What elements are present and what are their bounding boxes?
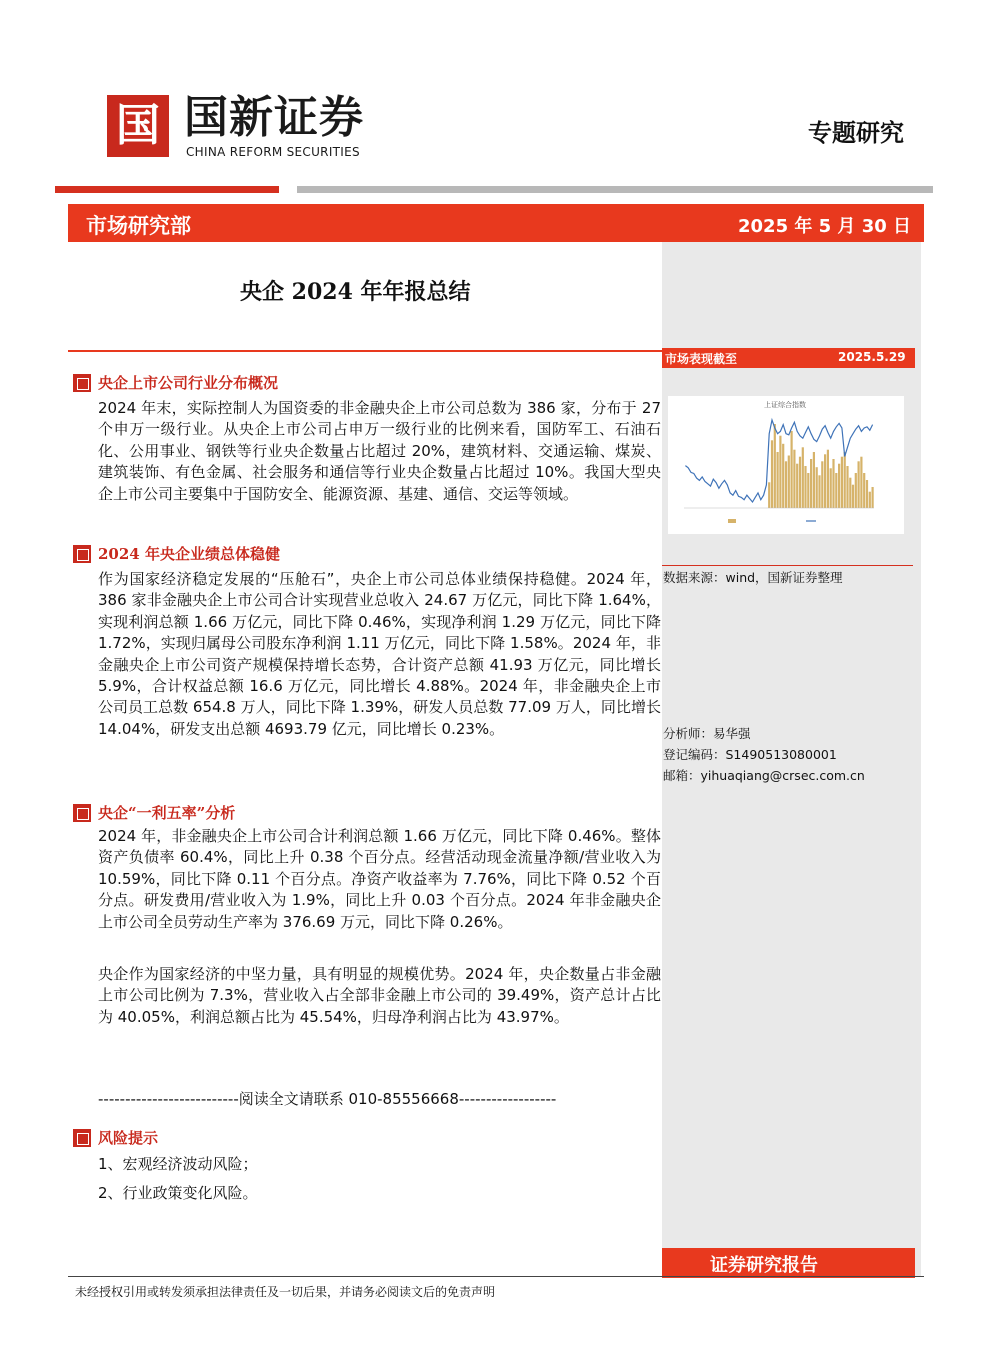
data-source: 数据来源：wind，国新证券整理 <box>663 570 843 585</box>
chart-bar <box>779 436 781 508</box>
section-title-industry: 央企上市公司行业分布概况 <box>98 374 279 392</box>
section-paragraph: 作为国家经济稳定发展的“压舱石”，央企上市公司总体业绩保持稳健。2024 年，386 家非金融央企上市公司合计实现营业总收入 24.67 万亿元，同比下降 1.64%，实现利润总额 1.66 万亿元，同比下降 0.46%，实现净利润 1.29 万亿元，同比下降 1.72%，实现归属母公司股东净利润 1.11 万亿元，同比下降 1.58%。2024 年，非金融央企上市公司资产规模保持增长态势，合计资产总额 41.93 万亿元，同比增长 5.9%，合计权益总额 16.6 万亿元，同比增长 4.88%。2024 年，非金融央企上市公司员工总数 654.8 万人，同比下降 1.39%，研发人员总数 77.09 万人，同比增长 14.04%，研发支出总额 4693.79 亿元，同比增长 0.23%。 <box>98 570 661 738</box>
chart-bar <box>849 478 851 508</box>
analyst-reg-no: 登记编码：S1490513080001 <box>663 747 837 762</box>
legend-swatch-bar <box>728 519 736 523</box>
section-icon <box>73 545 91 563</box>
chart-bar <box>855 473 857 508</box>
chart-bar <box>810 459 812 508</box>
chart-bar <box>832 459 834 508</box>
chart-bar <box>816 467 818 508</box>
section-paragraph: 央企作为国家经济的中坚力量，具有明显的规模优势。2024 年，央企数量占非金融上市公司比例为 7.3%，营业收入占全部非金融上市公司的 39.49%，资产总计占比为 40.05%，利润总额占比为 45.54%，归母净利润占比为 43.97%。 <box>98 965 661 1026</box>
chart-bar <box>788 456 790 509</box>
chart-bar <box>813 452 815 508</box>
section-title-performance: 2024 年央企业绩总体稳健 <box>98 545 280 563</box>
analyst-email[interactable]: 邮箱：yihuaqiang@crsec.com.cn <box>663 768 865 783</box>
report-type: 专题研究 <box>808 118 904 147</box>
chart-bar <box>872 487 874 508</box>
chart-bar <box>791 431 793 508</box>
chart-bar <box>827 450 829 508</box>
chart-bar <box>785 461 787 508</box>
chart-bar <box>835 473 837 508</box>
chart-bar <box>802 447 804 508</box>
contact-line: --------------------------阅读全文请联系 010-85556668------------------ <box>98 1090 557 1108</box>
chart-bar <box>866 480 868 508</box>
sidebar-footer-label: 证券研究报告 <box>710 1255 818 1276</box>
company-logo-mark <box>107 95 169 157</box>
department-label: 市场研究部 <box>86 213 191 238</box>
chart-bar <box>793 450 795 508</box>
chart-title: 上证综合指数 <box>764 401 806 409</box>
chart-bar <box>782 444 784 508</box>
header-rule-red <box>55 186 279 193</box>
sidebar-divider <box>662 565 913 566</box>
section-paragraph: 2024 年，非金融央企上市公司合计利润总额 1.66 万亿元，同比下降 0.46%。整体资产负债率 60.4%，同比上升 0.38 个百分点。经营活动现金流量净额/营业收入为 10.59%，同比下降 0.11 个百分点。净资产收益率为 7.76%，同比下降 0.52 个百分点。研发费用/营业收入为 1.9%，同比上升 0.03 个百分点。2024 年非金融央企上市公司全员劳动生产率为 376.69 万元，同比下降 0.26%。 <box>98 827 661 931</box>
section-icon <box>73 374 91 392</box>
risk-item: 2、行业政策变化风险。 <box>98 1184 258 1202</box>
chart-bar <box>863 473 865 508</box>
chart-bar-group <box>768 424 874 508</box>
section-icon <box>73 1129 91 1147</box>
title-divider <box>68 350 663 352</box>
section-icon <box>73 804 91 822</box>
analyst-info <box>663 723 865 786</box>
section-title-one-profit-five-rates: 央企“一利五率”分析 <box>98 804 236 822</box>
chart-bar <box>768 482 770 508</box>
chart-bar <box>777 452 779 508</box>
header-rule-gray <box>297 186 933 193</box>
chart-bar <box>844 452 846 508</box>
chart-bar <box>846 466 848 508</box>
chart-bar <box>818 475 820 508</box>
risk-item: 1、宏观经济波动风险； <box>98 1155 258 1173</box>
market-header-date: 2025.5.29 <box>838 350 906 364</box>
market-header-label: 市场表现截至 <box>665 352 738 366</box>
chart-bar <box>799 457 801 508</box>
chart-bar <box>771 440 773 508</box>
chart-bar <box>824 454 826 508</box>
chart-bar <box>860 457 862 508</box>
chart-bar <box>804 466 806 508</box>
market-chart-svg <box>668 396 904 534</box>
analyst-name: 分析师：易华强 <box>663 726 751 741</box>
company-name-en: CHINA REFORM SECURITIES <box>186 145 360 159</box>
company-name-cn: 国新证券 <box>184 92 364 143</box>
chart-bar <box>796 464 798 508</box>
section-title-risk: 风险提示 <box>98 1129 159 1147</box>
footer-divider <box>68 1276 924 1277</box>
disclaimer: 未经授权引用或转发须承担法律责任及一切后果，并请务必阅读文后的免责声明 <box>75 1285 496 1299</box>
section-paragraph: 2024 年末，实际控制人为国资委的非金融央企上市公司总数为 386 家，分布于 27 个申万一级行业。从央企上市公司占申万一级行业的比例来看，国防军工、石油石化、公用事业、钢铁等行业央企数量占比超过 20%，建筑材料、交通运输、煤炭、建筑装饰、有色金属、社会服务和通信等行业央企数量占比超过 10%。我国大型央企上市公司主要集中于国防安全、能源资源、基建、通信、交运等领域。 <box>98 399 661 503</box>
chart-bar <box>821 461 823 508</box>
chart-bar <box>858 461 860 508</box>
chart-bar <box>807 473 809 508</box>
page-title: 央企 2024 年年报总结 <box>240 279 471 305</box>
chart-bar <box>774 424 776 508</box>
chart-bar <box>852 485 854 508</box>
chart-bar <box>830 468 832 508</box>
logo-glyph: 国 <box>116 100 160 151</box>
chart-bar <box>869 492 871 508</box>
report-date: 2025 年 5 月 30 日 <box>738 216 912 237</box>
market-chart <box>668 396 904 534</box>
chart-bar <box>838 464 840 508</box>
chart-bar <box>841 457 843 508</box>
